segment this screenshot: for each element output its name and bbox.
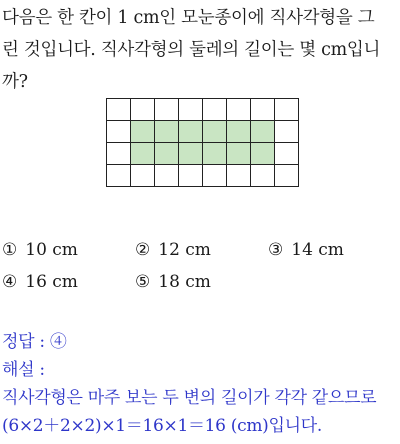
grid-cell bbox=[203, 99, 227, 121]
grid-cell bbox=[251, 99, 275, 121]
choice-text: 10 cm bbox=[25, 240, 78, 260]
question-line: 까? bbox=[2, 72, 28, 92]
choice-number: ② bbox=[135, 240, 151, 260]
answer-choices bbox=[2, 234, 400, 298]
explanation-line: (6×2＋2×2)×1＝16×1＝16 (cm)입니다. bbox=[2, 416, 322, 436]
grid-cell bbox=[227, 165, 251, 187]
shaded-grid-cell bbox=[227, 121, 251, 143]
choice-text: 16 cm bbox=[25, 272, 78, 292]
question-text bbox=[2, 2, 398, 98]
grid-cell bbox=[107, 143, 131, 165]
grid-cell bbox=[275, 99, 299, 121]
grid-cell bbox=[275, 143, 299, 165]
shaded-grid-cell bbox=[251, 143, 275, 165]
choice-3[interactable] bbox=[268, 234, 400, 266]
grid-cell bbox=[251, 165, 275, 187]
grid-paper bbox=[106, 98, 299, 187]
shaded-grid-cell bbox=[155, 121, 179, 143]
explanation-label: 해설 : bbox=[2, 360, 45, 380]
grid-cell bbox=[107, 121, 131, 143]
grid-cell bbox=[179, 99, 203, 121]
shaded-grid-cell bbox=[203, 121, 227, 143]
shaded-grid-cell bbox=[251, 121, 275, 143]
choice-text: 12 cm bbox=[158, 240, 211, 260]
choice-row bbox=[2, 266, 400, 298]
choice-text: 14 cm bbox=[291, 240, 344, 260]
shaded-grid-cell bbox=[203, 143, 227, 165]
grid-cell bbox=[227, 99, 251, 121]
shaded-grid-cell bbox=[227, 143, 251, 165]
choice-number: ④ bbox=[2, 272, 18, 292]
grid-cell bbox=[155, 165, 179, 187]
choice-1[interactable] bbox=[2, 234, 135, 266]
choice-number: ① bbox=[2, 240, 18, 260]
grid-figure bbox=[106, 98, 299, 187]
choice-number: ⑤ bbox=[135, 272, 151, 292]
shaded-grid-cell bbox=[179, 143, 203, 165]
shaded-grid-cell bbox=[179, 121, 203, 143]
answer-section bbox=[2, 328, 376, 440]
choice-5[interactable] bbox=[135, 266, 268, 298]
grid-cell bbox=[203, 165, 227, 187]
grid-cell bbox=[107, 165, 131, 187]
grid-cell bbox=[179, 165, 203, 187]
choice-2[interactable] bbox=[135, 234, 268, 266]
grid-cell bbox=[275, 121, 299, 143]
shaded-grid-cell bbox=[155, 143, 179, 165]
grid-cell bbox=[131, 165, 155, 187]
choice-row bbox=[2, 234, 400, 266]
choice-4[interactable] bbox=[2, 266, 135, 298]
grid-cell bbox=[155, 99, 179, 121]
shaded-grid-cell bbox=[131, 121, 155, 143]
grid-cell bbox=[107, 99, 131, 121]
explanation-line: 직사각형은 마주 보는 두 변의 길이가 각각 같으므로 bbox=[2, 388, 377, 408]
grid-cell bbox=[275, 165, 299, 187]
question-line: 다음은 한 칸이 1 cm인 모눈종이에 직사각형을 그 bbox=[2, 8, 375, 28]
question-line: 린 것입니다. 직사각형의 둘레의 길이는 몇 cm입니 bbox=[2, 40, 381, 60]
answer-label: 정답 : ④ bbox=[2, 332, 67, 352]
shaded-grid-cell bbox=[131, 143, 155, 165]
grid-cell bbox=[131, 99, 155, 121]
choice-text: 18 cm bbox=[158, 272, 211, 292]
choice-number: ③ bbox=[268, 240, 284, 260]
